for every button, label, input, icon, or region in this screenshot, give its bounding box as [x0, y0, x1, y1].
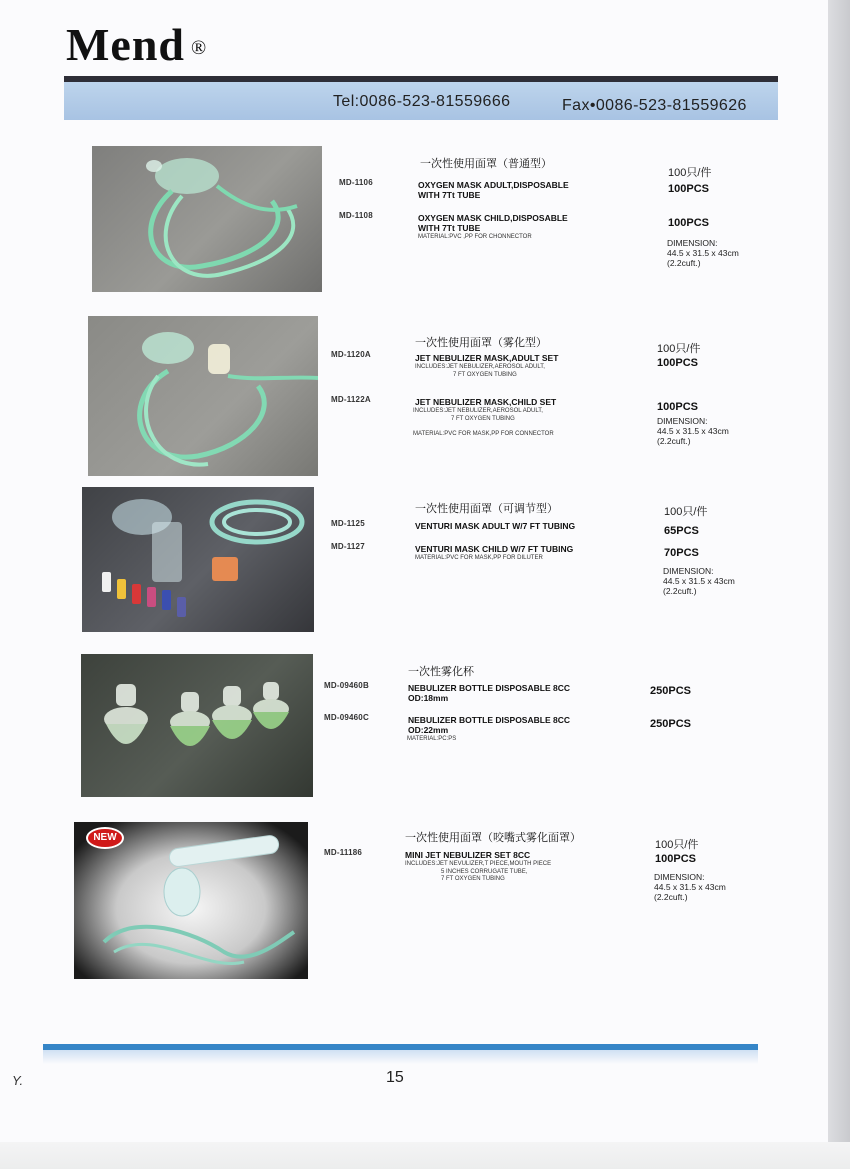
product-photo-nebulizer-bottle [81, 654, 313, 797]
product-photo-venturi-mask [82, 487, 314, 632]
pack-quantity: 100PCS [668, 217, 709, 229]
product-code: MD-09460B [324, 681, 369, 690]
per-carton: 100只/件 [655, 839, 699, 851]
product-code: MD-1127 [331, 542, 365, 551]
product-name: NEBULIZER BOTTLE DISPOSABLE 8CC OD:22mm [408, 715, 570, 735]
page-bottom-margin [0, 1142, 850, 1169]
product-code: MD-1106 [339, 178, 373, 187]
product-name: VENTURI MASK CHILD W/7 FT TUBING [415, 544, 574, 554]
pack-quantity: 70PCS [664, 547, 699, 559]
carton-dimension: DIMENSION: 44.5 x 31.5 x 43cm (2.2cuft.) [667, 238, 739, 268]
product-name: OXYGEN MASK ADULT,DISPOSABLE WITH 7Tt TUBE [418, 180, 569, 200]
product-code: MD-09460C [324, 713, 369, 722]
carton-dimension: DIMENSION: 44.5 x 31.5 x 43cm (2.2cuft.) [663, 566, 735, 596]
product-name: MINI JET NEBULIZER SET 8CC [405, 850, 531, 860]
material-note: MATERIAL:PVC ,PP FOR CHONNECTOR [418, 234, 532, 240]
product-code: MD-1108 [339, 211, 373, 220]
product-name: OXYGEN MASK CHILD,DISPOSABLE WITH 7Tt TUBE [418, 213, 568, 233]
handwritten-mark: Y. [12, 1073, 24, 1088]
product-photo-nebulizer-mask [88, 316, 318, 476]
telephone-number: Tel:0086-523-81559666 [333, 93, 511, 110]
product-code: MD-1125 [331, 519, 365, 528]
product-name: JET NEBULIZER MASK,ADULT SET [415, 353, 559, 363]
per-carton: 100只/件 [664, 506, 708, 518]
pack-quantity: 250PCS [650, 718, 691, 730]
footer-blue-gradient [43, 1050, 758, 1064]
pack-quantity: 250PCS [650, 685, 691, 697]
registered-mark: ® [191, 37, 208, 59]
category-title-cn: 一次性使用面罩（普通型） [420, 158, 552, 170]
material-note: MATERIAL:PC:PS [407, 736, 457, 742]
new-badge: NEW [86, 827, 124, 849]
category-title-cn: 一次性雾化杯 [408, 666, 474, 678]
page-number: 15 [386, 1069, 404, 1086]
category-title-cn: 一次性使用面罩（咬嘴式雾化面罩） [405, 832, 581, 844]
product-name: JET NEBULIZER MASK,CHILD SET [415, 397, 557, 407]
includes-note: INCLUDES:JET NEVULIZER,T PIECE,MOUTH PIECE 5 INCHES CORRUGATE TUBE, 7 FT OXYGEN TUBING [405, 861, 552, 882]
category-title-cn: 一次性使用面罩（雾化型） [415, 337, 547, 349]
carton-dimension: DIMENSION: 44.5 x 31.5 x 43cm (2.2cuft.) [654, 872, 726, 902]
carton-dimension: DIMENSION: 44.5 x 31.5 x 43cm (2.2cuft.) [657, 416, 729, 446]
pack-quantity: 100PCS [655, 853, 696, 865]
includes-note: INCLUDES:JET NEBULIZER,AEROSOL ADULT, 7 FT OXYGEN TUBING [415, 364, 545, 378]
page-edge [828, 0, 850, 1142]
material-note: MATERIAL:PVC FOR MASK,PP FOR DILUTER [415, 555, 543, 561]
material-note: MATERIAL:PVC FOR MASK,PP FOR CONNECTOR [413, 431, 554, 437]
brand-logo: Mend ® [66, 19, 208, 70]
pack-quantity: 100PCS [668, 183, 709, 195]
product-code: MD-1120A [331, 350, 371, 359]
product-code: MD-1122A [331, 395, 371, 404]
pack-quantity: 100PCS [657, 357, 698, 369]
fax-number: Fax•0086-523-81559626 [562, 97, 747, 114]
pack-quantity: 100PCS [657, 401, 698, 413]
includes-note: INCLUDES:JET NEBULIZER,AEROSOL ADULT, 7 FT OXYGEN TUBING [413, 408, 543, 422]
product-name: VENTURI MASK ADULT W/7 FT TUBING [415, 521, 576, 531]
product-photo-oxygen-mask [92, 146, 322, 292]
category-title-cn: 一次性使用面罩（可调节型） [415, 503, 558, 515]
per-carton: 100只/件 [668, 167, 712, 179]
product-code: MD-11186 [324, 848, 363, 857]
pack-quantity: 65PCS [664, 525, 699, 537]
product-name: NEBULIZER BOTTLE DISPOSABLE 8CC OD:18mm [408, 683, 570, 703]
per-carton: 100只/件 [657, 343, 701, 355]
